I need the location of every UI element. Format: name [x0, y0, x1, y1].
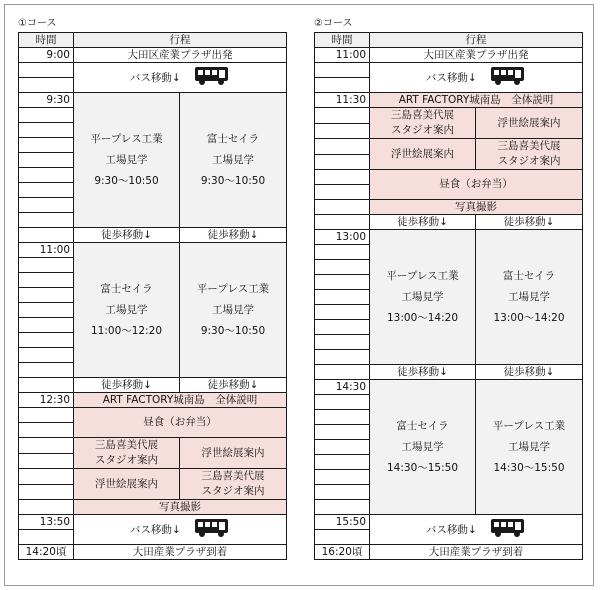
time-cell — [315, 350, 370, 365]
time-cell — [315, 275, 370, 290]
artfactory-cell: ART FACTORY城南島 全体説明 — [74, 393, 287, 408]
depart-cell: 大田区産業プラザ出発 — [74, 48, 287, 63]
time-cell — [315, 425, 370, 440]
itinerary-header: 行程 — [370, 33, 583, 48]
time-cell — [315, 260, 370, 275]
walk-cell: 徒歩移動↓ — [370, 215, 476, 230]
time-cell: 14:20頃 — [19, 545, 74, 560]
time-cell — [315, 154, 370, 170]
bus-move-label: バス移動↓ — [425, 71, 477, 84]
visit-cell: 平ープレス工業 工場見学 9:30～10:50 — [180, 243, 287, 378]
time-cell — [315, 63, 370, 78]
time-cell: 13:00 — [315, 230, 370, 245]
time-cell — [19, 213, 74, 228]
bus-move-cell — [370, 63, 583, 93]
course1-schedule — [18, 32, 287, 560]
time-cell — [19, 168, 74, 183]
time-cell — [19, 438, 74, 454]
bus-move-cell — [74, 515, 287, 545]
visit-cell: 富士セイラ 工場見学 11:00～12:20 — [74, 243, 180, 378]
arrive-cell: 大田産業プラザ到着 — [370, 545, 583, 560]
time-cell: 11:30 — [315, 93, 370, 108]
time-cell: 11:00 — [19, 243, 74, 258]
ukiyoe-cell: 浮世絵展案内 — [370, 139, 476, 170]
time-cell — [315, 170, 370, 185]
time-cell: 15:50 — [315, 515, 370, 530]
course2-schedule — [314, 32, 583, 560]
time-cell — [315, 305, 370, 320]
ukiyoe-cell: 浮世絵展案内 — [476, 108, 583, 139]
time-cell — [315, 410, 370, 425]
time-cell — [19, 408, 74, 423]
photo-cell: 写真撮影 — [74, 500, 287, 515]
time-cell — [19, 303, 74, 318]
time-cell — [315, 365, 370, 380]
walk-cell: 徒歩移動↓ — [476, 215, 583, 230]
time-cell — [19, 228, 74, 243]
course2-label: ②コース — [314, 18, 353, 29]
walk-cell: 徒歩移動↓ — [476, 365, 583, 380]
time-cell — [315, 245, 370, 260]
time-cell — [315, 395, 370, 410]
time-cell — [19, 348, 74, 363]
time-cell — [19, 333, 74, 348]
time-cell — [315, 320, 370, 335]
visit-cell: 平ープレス工業 工場見学 9:30～10:50 — [74, 93, 180, 228]
time-cell — [19, 63, 74, 78]
time-cell: 14:30 — [315, 380, 370, 395]
walk-cell: 徒歩移動↓ — [180, 228, 287, 243]
visit-cell: 富士セイラ 工場見学 9:30～10:50 — [180, 93, 287, 228]
time-cell — [19, 363, 74, 378]
time-cell — [19, 484, 74, 500]
walk-cell: 徒歩移動↓ — [74, 228, 180, 243]
visit-cell: 富士セイラ 工場見学 14:30～15:50 — [370, 380, 476, 515]
bus-icon — [194, 66, 230, 90]
bus-move-cell — [74, 63, 287, 93]
studio-cell: 三島喜美代展 スタジオ案内 — [476, 139, 583, 170]
time-cell — [19, 198, 74, 213]
time-cell — [315, 139, 370, 155]
time-cell: 11:00 — [315, 48, 370, 63]
time-header: 時間 — [19, 33, 74, 48]
bus-move-cell — [370, 515, 583, 545]
visit-cell: 富士セイラ 工場見学 13:00～14:20 — [476, 230, 583, 365]
arrive-cell: 大田産業プラザ到着 — [74, 545, 287, 560]
time-cell — [315, 485, 370, 500]
time-cell: 9:00 — [19, 48, 74, 63]
itinerary-header: 行程 — [74, 33, 287, 48]
time-cell — [19, 500, 74, 515]
time-cell — [19, 378, 74, 393]
time-cell — [315, 123, 370, 139]
time-cell — [19, 108, 74, 123]
time-cell — [315, 185, 370, 200]
photo-cell: 写真撮影 — [370, 200, 583, 215]
time-cell — [19, 273, 74, 288]
bus-move-label: バス移動↓ — [129, 523, 181, 536]
studio-cell: 三島喜美代展 スタジオ案内 — [180, 469, 287, 500]
ukiyoe-cell: 浮世絵展案内 — [74, 469, 180, 500]
time-cell: 16:20頃 — [315, 545, 370, 560]
bus-icon — [490, 518, 526, 542]
time-cell — [315, 215, 370, 230]
time-cell — [19, 423, 74, 438]
ukiyoe-cell: 浮世絵展案内 — [180, 438, 287, 469]
time-cell — [19, 469, 74, 485]
lunch-cell: 昼食（お弁当） — [370, 170, 583, 200]
time-cell — [19, 288, 74, 303]
depart-cell: 大田区産業プラザ出発 — [370, 48, 583, 63]
time-cell — [19, 183, 74, 198]
time-cell — [19, 153, 74, 168]
artfactory-cell: ART FACTORY城南島 全体説明 — [370, 93, 583, 108]
time-cell — [19, 78, 74, 93]
bus-move-label: バス移動↓ — [129, 71, 181, 84]
time-cell — [315, 200, 370, 215]
time-cell — [315, 500, 370, 515]
studio-cell: 三島喜美代展 スタジオ案内 — [74, 438, 180, 469]
bus-icon — [194, 518, 230, 542]
time-cell — [19, 530, 74, 545]
course1-label: ①コース — [18, 18, 57, 29]
walk-cell: 徒歩移動↓ — [74, 378, 180, 393]
time-cell — [315, 470, 370, 485]
time-cell — [315, 335, 370, 350]
time-cell: 9:30 — [19, 93, 74, 108]
studio-cell: 三島喜美代展 スタジオ案内 — [370, 108, 476, 139]
visit-cell: 平ープレス工業 工場見学 14:30～15:50 — [476, 380, 583, 515]
visit-cell: 平ープレス工業 工場見学 13:00～14:20 — [370, 230, 476, 365]
bus-move-label: バス移動↓ — [425, 523, 477, 536]
time-cell — [19, 318, 74, 333]
time-cell — [19, 258, 74, 273]
time-cell — [19, 138, 74, 153]
time-cell — [19, 123, 74, 138]
time-cell — [315, 290, 370, 305]
time-cell — [315, 108, 370, 124]
time-header: 時間 — [315, 33, 370, 48]
lunch-cell: 昼食（お弁当） — [74, 408, 287, 438]
walk-cell: 徒歩移動↓ — [180, 378, 287, 393]
time-cell — [315, 530, 370, 545]
walk-cell: 徒歩移動↓ — [370, 365, 476, 380]
time-cell — [315, 455, 370, 470]
time-cell — [19, 453, 74, 469]
bus-icon — [490, 66, 526, 90]
time-cell: 13:50 — [19, 515, 74, 530]
time-cell — [315, 78, 370, 93]
time-cell: 12:30 — [19, 393, 74, 408]
time-cell — [315, 440, 370, 455]
